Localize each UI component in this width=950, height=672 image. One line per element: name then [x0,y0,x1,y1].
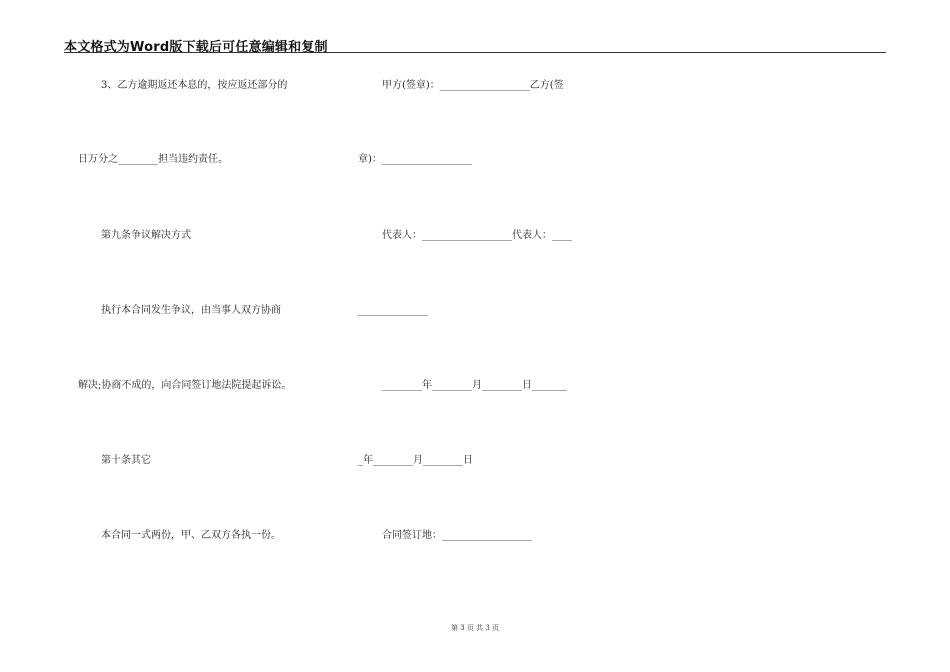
right-line-2: 章)：__________________ [358,154,472,165]
page-header-title: 本文格式为Word版下载后可任意编辑和复制 [64,40,328,55]
right-line-3: 代表人：__________________代表人：____ [382,230,572,241]
right-line-4: ______________ [358,305,428,316]
right-line-7: 合同签订地：__________________ [382,530,532,541]
left-line-4: 执行本合同发生争议，由当事人双方协商 [101,305,281,316]
left-line-6: 第十条其它 [101,455,151,466]
left-line-3: 第九条争议解决方式 [101,230,191,241]
left-line-7: 本合同一式两份，甲、乙双方各执一份。 [101,530,281,541]
left-line-2: 日万分之________担当违约责任。 [78,154,228,165]
header-divider [64,52,886,53]
page-footer: 第 3 页 共 3 页 [450,624,500,632]
right-line-1: 甲方(签章)：__________________乙方(签 [382,80,564,91]
left-line-5: 解决;协商不成的，向合同签订地法院提起诉讼。 [78,380,292,391]
right-line-5: ________年________月________日_______ [382,380,567,391]
left-line-1: 3、乙方逾期返还本息的，按应返还部分的 [101,80,288,91]
right-line-6: _年________月________日 [358,455,473,466]
